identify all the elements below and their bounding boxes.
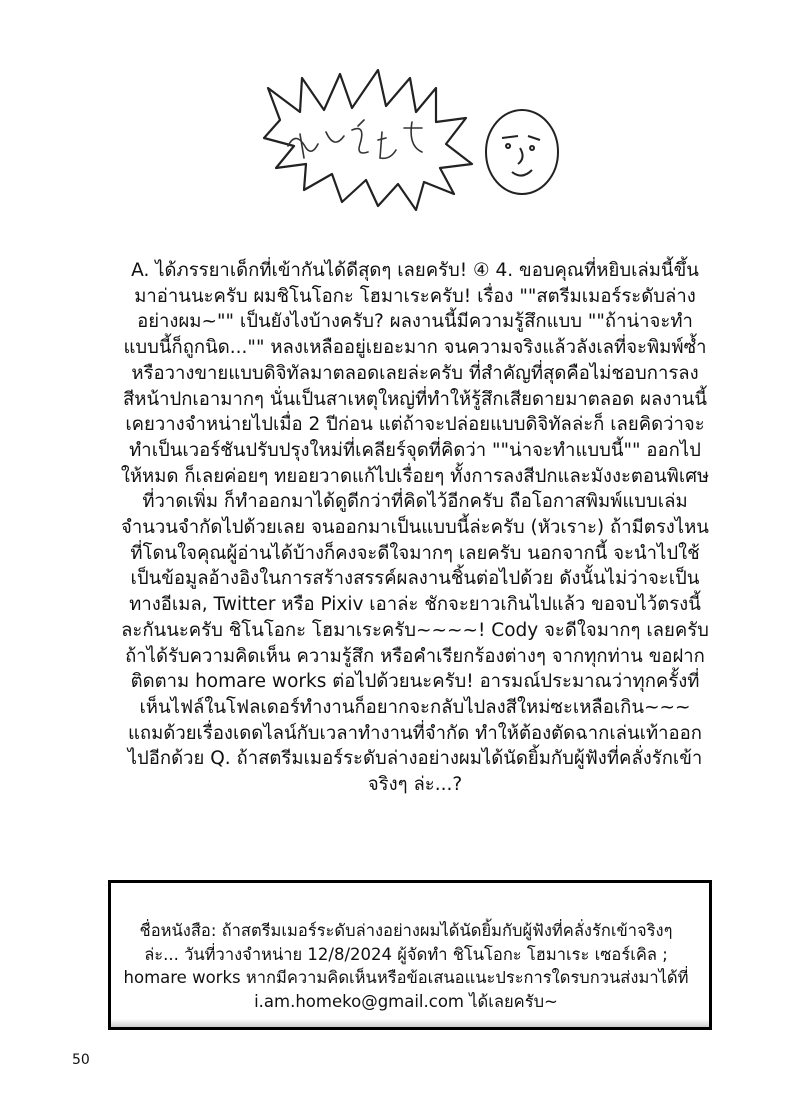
page-number: 50 (72, 1052, 90, 1068)
colophon-text: ชื่อหนังสือ: ถ้าสตรีมเมอร์ระดับล่างอย่างผมได้นัดยิ้มกับผู้ฟังที่คลั่งรักเข้าจริงๆ ล่ะ... วันที่วางจำหน่าย 12/8/2024 ผู้จัดทำ ชิโนโอกะ โฮมาเระ เซอร์เคิล ; homare works หากมีความคิดเห็นหรือข้อเสนอแนะประการใดรบกวนส่งมาได้ที่ i.am.homeko@gmail.com ได้เลยครับ~ (123, 921, 689, 1011)
afterword-text: A. ได้ภรรยาเด็กที่เข้ากันได้ดีสุดๆ เลยครับ! ④ 4. ขอบคุณที่หยิบเล่มนี้ขึ้นมาอ่านนะครับ ผมชิโนโอกะ โฮมาเระครับ! เรื่อง ""สตรีมเมอร์ระดับล่างอย่างผม~"" เป็นยังไงบ้างครับ? ผลงานนี้มีความรู้สึกแบบ ""ถ้าน่าจะทำแบบนี้ก็ถูกนิด..."" หลงเหลืออยู่เยอะมาก จนความจริงแล้วลังเลที่จะพิมพ์ซ้ำหรือวางขายแบบดิจิทัลมาตลอดเลยล่ะครับ ที่สำคัญที่สุดคือไม่ชอบการลงสีหน้าปกเอามากๆ นั่นเป็นสาเหตุใหญ่ที่ทำให้รู้สึกเสียดายมาตลอด ผลงานนี้เคยวางจำหน่ายไปเมื่อ 2 ปีก่อน แต่ถ้าจะปล่อยแบบดิจิทัลล่ะก็ เลยคิดว่าจะทำเป็นเวอร์ชันปรับปรุงใหม่ที่เคลียร์จุดที่คิดว่า ""น่าจะทำแบบนี้"" ออกไปให้หมด ก็เลยค่อยๆ ทยอยวาดแก้ไปเรื่อยๆ ทั้งการลงสีปกและมังงะตอนพิเศษที่วาดเพิ่ม ก็ทำออกมาได้ดูดีกว่าที่คิดไว้อีกครับ ถือโอกาสพิมพ์แบบเล่มจำนวนจำกัดไปด้วยเลย จนออกมาเป็นแบบนี้ล่ะครับ (หัวเราะ) ถ้ามีตรงไหนที่โดนใจคุณผู้อ่านได้บ้างก็คงจะดีใจมากๆ เลยครับ นอกจากนี้ จะนำไปใช้เป็นข้อมูลอ้างอิงในการสร้างสรรค์ผลงานชิ้นต่อไปด้วย ดังนั้นไม่ว่าจะเป็นทางอีเมล, Twitter หรือ Pixiv เอาล่ะ ชักจะยาวเกินไปแล้ว ขอจบไว้ตรงนี้ละกันนะครับ ชิโนโอกะ โฮมาเระครับ~~~~! Cody จะดีใจมากๆ เลยครับถ้าได้รับความคิดเห็น ความรู้สึก หรือคำเรียกร้องต่างๆ จากทุกท่าน ขอฝากติดตาม homare works ต่อไปด้วยนะครับ! อารมณ์ประมาณว่าทุกครั้งที่เห็นไฟล์ในโฟลเดอร์ทำงานก็อยากจะกลับไปลงสีใหม่ซะเหลือเกิน~~~ แถมด้วยเรื่องเดดไลน์กับเวลาทำงานที่จำกัด ทำให้ต้องตัดฉากเล่นเท้าออกไปอีกด้วย Q. ถ้าสตรีมเมอร์ระดับล่างอย่างผมได้นัดยิ้มกับผู้ฟังที่คลั่งรักเข้าจริงๆ ล่ะ...? (120, 260, 710, 796)
face-drawing (486, 110, 558, 194)
box-bottom-shadow (111, 1019, 709, 1027)
spiky-burst-outline (264, 70, 472, 210)
colophon-box (108, 880, 712, 1030)
doodle-illustration (240, 60, 570, 220)
